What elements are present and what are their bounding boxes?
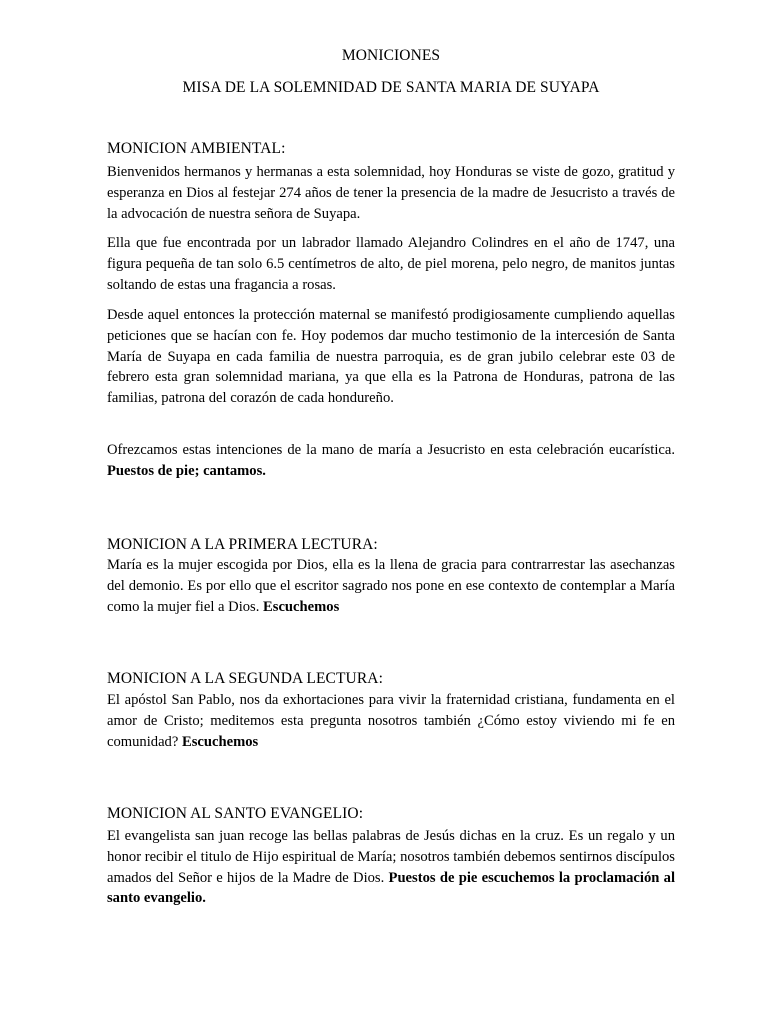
paragraph xyxy=(107,690,675,752)
paragraph-text: Bienvenidos hermanos y hermanas a esta solemnidad, hoy Honduras se viste de gozo, gratitud y esperanza en Dios al festejar 274 años de tener la presencia de la madre de Jesucristo a través de la advocación de nuestra señora de Suyapa. xyxy=(107,164,675,222)
paragraph xyxy=(107,162,675,224)
paragraph-bold-instruction: Escuchemos xyxy=(181,733,259,750)
section-heading-ambiental: MONICION AMBIENTAL: xyxy=(107,140,286,157)
document-subtitle: MISA DE LA SOLEMNIDAD DE SANTA MARIA DE SUYAPA xyxy=(182,79,600,96)
section-heading-segunda-lectura: MONICION A LA SEGUNDA LECTURA: xyxy=(107,670,383,687)
section-heading-primera-lectura: MONICION A LA PRIMERA LECTURA: xyxy=(107,536,378,553)
paragraph xyxy=(107,233,675,295)
paragraph-text: Ella que fue encontrada por un labrador llamado Alejandro Colindres en el año de 1747, una figura pequeña de tan solo 6.5 centímetros de alto, de piel morena, pelo negro, de manitos juntas soltando de estas una fragancia a rosas. xyxy=(107,235,675,293)
paragraph xyxy=(107,826,675,909)
paragraph xyxy=(107,305,675,409)
paragraph xyxy=(107,555,675,617)
paragraph-text: El apóstol San Pablo, nos da exhortaciones para vivir la fraternidad cristiana, fundamenta en el amor de Cristo; meditemos esta pregunta nosotros también ¿Cómo estoy viviendo mi fe en comunidad? xyxy=(107,692,675,750)
paragraph-text: Desde aquel entonces la protección maternal se manifestó prodigiosamente cumpliendo aquellas peticiones que se hacían con fe. Hoy podemos dar mucho testimonio de la intercesión de Santa María de Suyapa en cada familia de nuestra parroquia, es de gran jubilo celebrar este 03 de febrero esta gran solemnidad mariana, ya que ella es la Patrona de Honduras, patrona de las familias, patrona del corazón de cada hondureño. xyxy=(107,307,675,407)
paragraph-bold-instruction: Escuchemos xyxy=(263,598,340,615)
paragraph-text: El evangelista san juan recoge las bellas palabras de Jesús dichas en la cruz. Es un regalo y un honor recibir el titulo de Hijo espiritual de María; nosotros también debemos sentirnos discípulos amados del Señor e hijos de la Madre de Dios. xyxy=(107,828,675,886)
section-heading-evangelio: MONICION AL SANTO EVANGELIO: xyxy=(107,805,364,822)
paragraph xyxy=(107,440,675,482)
paragraph-text: María es la mujer escogida por Dios, ella es la llena de gracia para contrarrestar las asechanzas del demonio. Es por ello que el escritor sagrado nos pone en ese contexto de contemplar a María como la mujer fiel a Dios. xyxy=(107,557,675,615)
paragraph-text: Ofrezcamos estas intenciones de la mano de maría a Jesucristo en esta celebración eucarística. xyxy=(107,442,675,458)
document-title: MONICIONES xyxy=(341,47,441,64)
paragraph-bold-instruction: Puestos de pie; cantamos. xyxy=(107,462,266,479)
paragraph-bold-instruction: Puestos de pie escuchemos la proclamación al santo evangelio. xyxy=(107,869,676,907)
